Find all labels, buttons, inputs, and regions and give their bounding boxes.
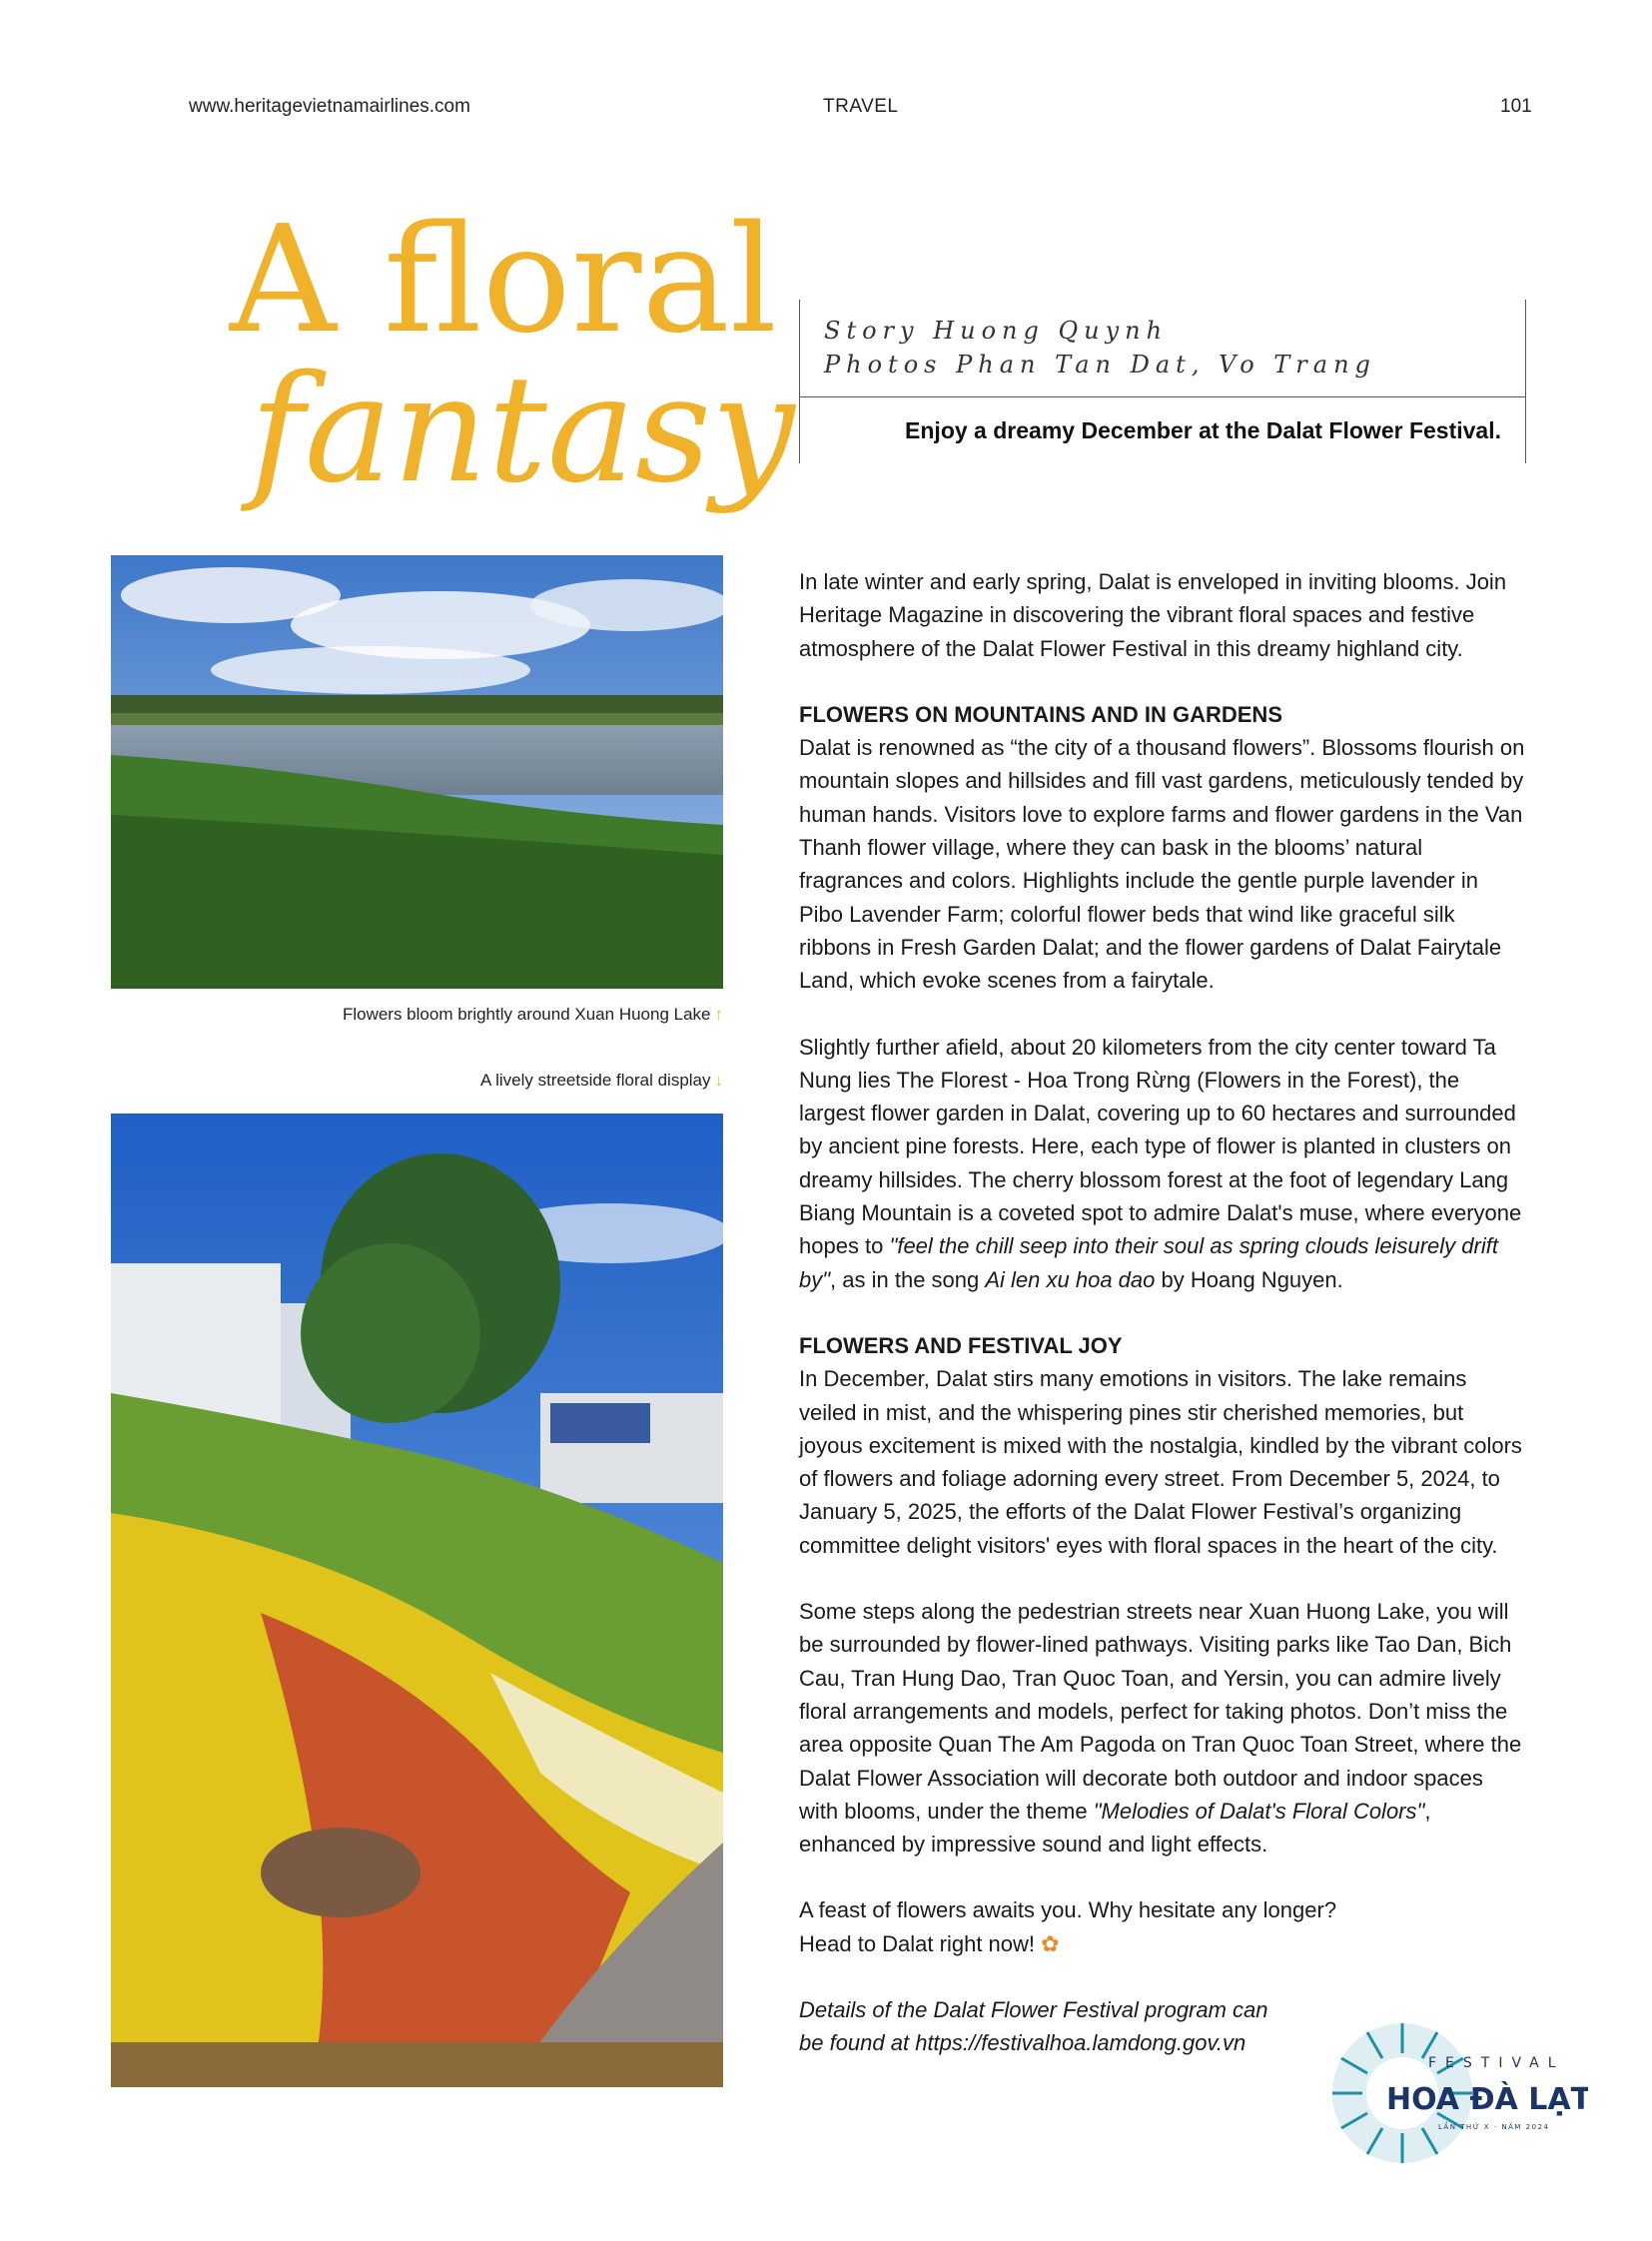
street-floral-photo — [111, 1114, 723, 2087]
caption-street-text: A lively streetside floral display — [479, 1071, 711, 1090]
closing-line-1: A feast of flowers awaits you. Why hesitate any longer? — [799, 1897, 1337, 1923]
section-heading-festival: FLOWERS AND FESTIVAL JOY — [799, 1332, 1123, 1358]
s1p2-text-b: , as in the song — [830, 1266, 986, 1292]
story-credit: Story Huong Quynh — [824, 317, 1169, 345]
s1p2-text-a: Slightly further afield, about 20 kilometers from the city center toward Ta Nung lies The Florest - Hoa Trong Rừng (Flowers in the Forest), the largest flower garden in Dalat, covering up to 60 hectares and surrounded by ancient pine forests. Here, each type of flower is planted in clusters on dreamy hillsides. The cherry blossom forest at the foot of legendary Lang Biang Mountain is a coveted spot to admire Dalat's muse, where everyone hopes to — [799, 1034, 1522, 1259]
caption-lake — [343, 1005, 723, 1025]
arrow-down-icon: ↓ — [714, 1071, 723, 1090]
lotus-icon: ✿ — [1041, 1930, 1060, 1956]
section2-paragraph-2 — [799, 1595, 1528, 1861]
s2p2-text-a: Some steps along the pedestrian streets near Xuan Huong Lake, you will be surrounded by flower-lined pathways. Visiting parks like Tao Dan, Bich Cau, Tran Hung Dao, Tran Quoc Toan, and Yersin, you can admire lively floral arrangements and models, perfect for taking photos. Don’t miss the area opposite Quan The Am Pagoda on Tran Quoc Toan Street, where the Dalat Flower Association will decorate both outdoor and indoor spaces with blooms, under the theme — [799, 1599, 1522, 1824]
credits-box — [799, 300, 1526, 397]
svg-text:LẦN THỨ X · NĂM 2024: LẦN THỨ X · NĂM 2024 — [1438, 2123, 1550, 2131]
section2-paragraph-1: In December, Dalat stirs many emotions in visitors. The lake remains veiled in mist, and the whispering pines stir cherished memories, but joyous excitement is mixed with the nostalgia, kindled by the vibrant colors of flowers and foliage adorning every street. From December 5, 2024, to January 5, 2025, the efforts of the Dalat Flower Festival’s organizing committee delight visitors' eyes with floral spaces in the heart of the city. — [799, 1366, 1522, 1558]
festival-details: Details of the Dalat Flower Festival program can be found at https://festivalhoa.lamdong.gov.vn — [799, 1996, 1268, 2056]
article-body — [799, 565, 1528, 2093]
s1p2-song: Ai len xu hoa dao — [985, 1266, 1156, 1292]
article-title — [230, 194, 795, 515]
page-number: 101 — [1500, 96, 1532, 117]
festival-logo — [1328, 2019, 1588, 2167]
title-line-1: A floral — [230, 194, 778, 366]
caption-street — [480, 1071, 723, 1091]
s1p2-quote: "feel the chill seep into their soul as spring clouds leisurely drift by" — [799, 1233, 1498, 1292]
lake-flowers-photo — [111, 555, 723, 989]
photo-credit: Photos Phan Tan Dat, Vo Trang — [824, 351, 1376, 378]
deck-text: Enjoy a dreamy December at the Dalat Flower Festival. — [905, 417, 1501, 443]
svg-text:FESTIVAL: FESTIVAL — [1428, 2055, 1565, 2071]
section1-paragraph-1: Dalat is renowned as “the city of a thousand flowers”. Blossoms flourish on mountain slopes and hillsides and fill vast gardens, meticulously tended by human hands. Visitors love to explore farms and flower gardens in the Van Thanh flower village, where they can bask in the blooms’ natural fragrances and colors. Highlights include the gentle purple lavender in Pibo Lavender Farm; colorful flower beds that wind like graceful silk ribbons in Fresh Garden Dalat; and the flower gardens of Dalat Fairytale Land, which evoke scenes from a fairytale. — [799, 735, 1525, 994]
svg-text:HOA ĐÀ LẠT: HOA ĐÀ LẠT — [1386, 2082, 1588, 2117]
s2p2-text-b: , enhanced by impressive sound and light effects. — [799, 1798, 1431, 1858]
site-url: www.heritagevietnamairlines.com — [189, 96, 470, 117]
deck-box — [799, 397, 1526, 463]
intro-paragraph: In late winter and early spring, Dalat is enveloped in inviting blooms. Join Heritage Magazine in discovering the vibrant floral spaces and festive atmosphere of the Dalat Flower Festival in this dreamy highland city. — [799, 569, 1507, 661]
s1p2-text-c: by Hoang Nguyen. — [1155, 1266, 1343, 1292]
closing-paragraph — [799, 1893, 1528, 1960]
closing-line-2: Head to Dalat right now! — [799, 1930, 1036, 1956]
title-line-2: fantasy — [250, 344, 795, 515]
caption-lake-text: Flowers bloom brightly around Xuan Huong Lake — [342, 1005, 711, 1024]
section-label: TRAVEL — [823, 96, 899, 117]
s2p2-theme: "Melodies of Dalat's Floral Colors" — [1093, 1798, 1425, 1824]
section1-paragraph-2 — [799, 1031, 1528, 1296]
section-heading-mountains: FLOWERS ON MOUNTAINS AND IN GARDENS — [799, 701, 1282, 727]
arrow-up-icon: ↑ — [714, 1005, 723, 1024]
